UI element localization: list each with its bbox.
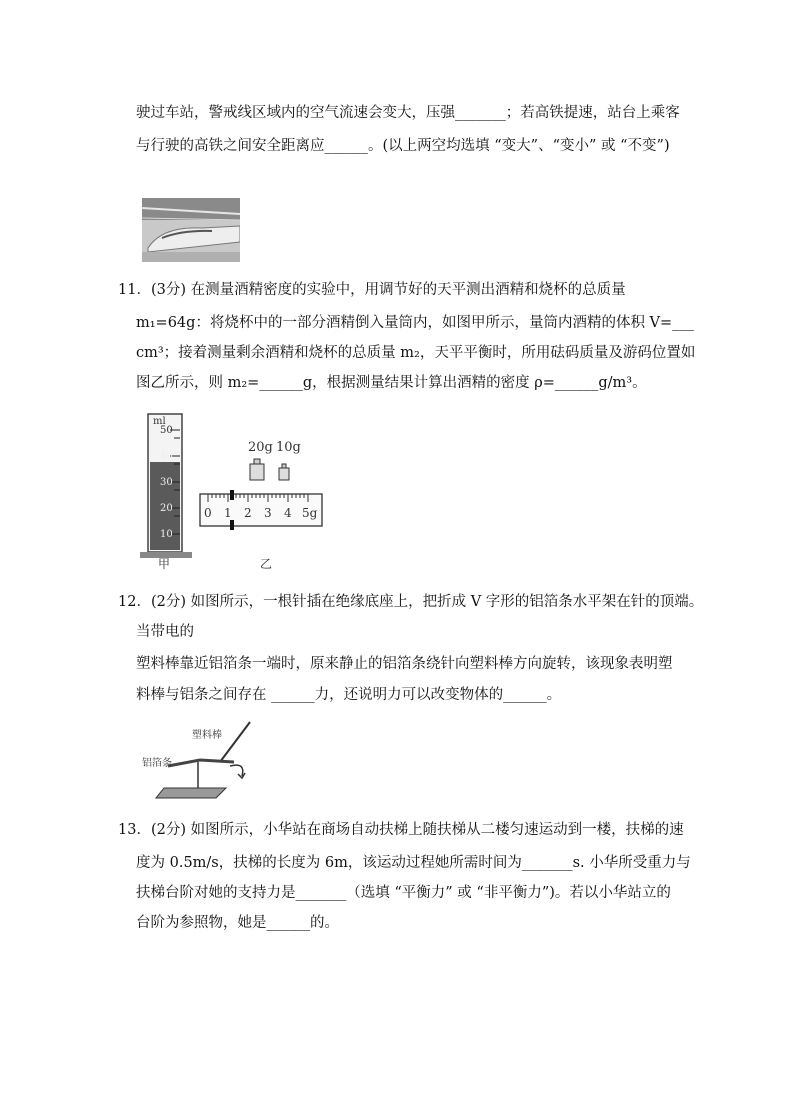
q12-line-1: 12．(2分) 如图所示，一根针插在绝缘底座上，把折成 V 字形的铝箔条水平架在针的顶端。 bbox=[118, 594, 704, 610]
scale-tick-2: 2 bbox=[244, 506, 252, 520]
q13-line-1: 13．(2分) 如图所示，小华站在商场自动扶梯上随扶梯从二楼匀速运动到一楼，扶梯的速 bbox=[118, 822, 684, 838]
q13-line-3: 扶梯台阶对她的支持力是_______（选填 “平衡力” 或 “非平衡力”)。若以小华站立的 bbox=[136, 885, 671, 901]
aluminum-foil-figure bbox=[138, 718, 258, 802]
q13-line-4: 台阶为参照物，她是______的。 bbox=[136, 915, 339, 931]
q11-line-2: m₁=64g：将烧杯中的一部分酒精倒入量筒内，如图甲所示，量筒内酒精的体积 V=___ bbox=[136, 315, 694, 331]
caption-yi: 乙 bbox=[260, 557, 273, 571]
cylinder-unit-label: ml bbox=[153, 416, 166, 427]
caption-jia: 甲 bbox=[158, 557, 171, 571]
foil-strip-label: 铝箔条 bbox=[142, 758, 172, 769]
scale-tick-5g: 5g bbox=[302, 506, 318, 520]
cylinder-tick-20: 20 bbox=[160, 503, 173, 514]
q11-line-3: cm³；接着测量剩余酒精和烧杯的总质量 m₂，天平平衡时，所用砝码质量及游码位置如 bbox=[136, 345, 696, 361]
cylinder-tick-10: 10 bbox=[160, 529, 173, 540]
q12-line-4: 料棒与铝条之间存在 ______力，还说明力可以改变物体的______。 bbox=[136, 687, 562, 703]
weight-10g-label: 10g bbox=[276, 440, 301, 455]
scale-tick-0: 0 bbox=[204, 506, 212, 520]
q12-line-2: 当带电的 bbox=[136, 624, 194, 640]
q11-line-4: 图乙所示，则 m₂=______g，根据测量结果计算出酒精的密度 ρ=______g/m³。 bbox=[136, 375, 647, 391]
cylinder-tick-40: 40 bbox=[160, 451, 173, 462]
q10-line-2: 与行驶的高铁之间安全距离应______。(以上两空均选填 “变大”、“变小” 或 “不变”) bbox=[136, 138, 670, 154]
scale-tick-1: 1 bbox=[224, 506, 232, 520]
weight-20g-label: 20g bbox=[248, 440, 273, 455]
scale-tick-4: 4 bbox=[284, 506, 292, 520]
cylinder-tick-50: 50 bbox=[160, 425, 173, 436]
scale-tick-3: 3 bbox=[264, 506, 272, 520]
q12-line-3: 塑料棒靠近铝箔条一端时，原来静止的铝箔条绕针向塑料棒方向旋转，该现象表明塑 bbox=[136, 656, 673, 672]
cylinder-tick-30: 30 bbox=[160, 477, 173, 488]
q13-line-2: 度为 0.5m/s，扶梯的长度为 6m，该运动过程她所需时间为_______s. 小华所受重力与 bbox=[136, 855, 691, 871]
q10-line-1: 驶过车站，警戒线区域内的空气流速会变大，压强_______；若高铁提速，站台上乘客 bbox=[136, 105, 680, 121]
balance-weights-figure bbox=[196, 440, 326, 540]
q11-line-1: 11．(3分) 在测量酒精密度的实验中，用调节好的天平测出酒精和烧杯的总质量 bbox=[118, 282, 626, 298]
high-speed-train-photo bbox=[142, 198, 240, 262]
graduated-cylinder-figure bbox=[140, 410, 200, 565]
plastic-rod-label: 塑料棒 bbox=[192, 730, 222, 741]
